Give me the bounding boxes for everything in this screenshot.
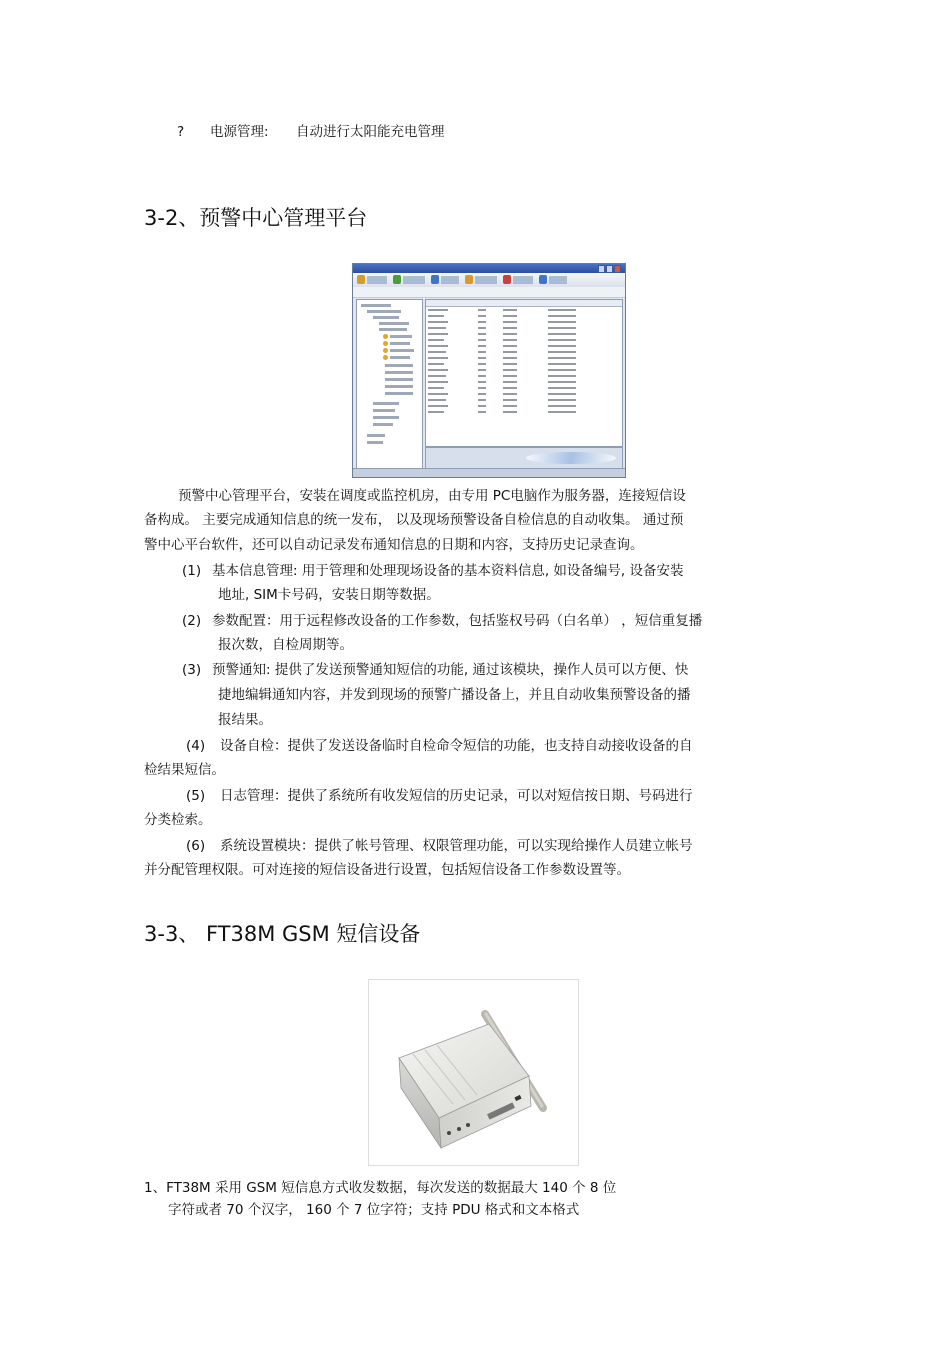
item-number-4: (4) [186,738,206,754]
item-3-line-3: 报结果。 [218,712,272,728]
platform-software-screenshot [352,263,626,478]
item-4-line-1: 设备自检：提供了发送设备临时自检命令短信的功能，也支持自动接收设备的自 [220,738,693,754]
item-6-line-2: 并分配管理权限。可对连接的短信设备进行设置，包括短信设备工作参数设置等。 [144,862,630,878]
intro-paragraph-line-3: 警中心平台软件，还可以自动记录发布通知信息的日期和内容，支持历史记录查询。 [144,537,644,553]
gsm-modem-illustration [369,980,578,1165]
screenshot-tree-panel [356,299,423,469]
screenshot-detail-panel [425,447,623,469]
power-management-text: 自动进行太阳能充电管理 [296,124,445,140]
bullet-mark: ? [177,124,185,140]
item-2-line-1: 参数配置：用于远程修改设备的工作参数，包括鉴权号码（白名单） ，短信重复播 [212,613,703,629]
screenshot-statusbar [353,468,625,478]
item-number-6: (6) [186,838,206,854]
power-management-label: 电源管理: [210,124,269,140]
ft38m-paragraph-line-1: 1、FT38M 采用 GSM 短信息方式收发数据，每次发送的数据最大 140 个 8 位 [144,1180,617,1196]
screenshot-titlebar [353,264,625,273]
screenshot-toolbar [353,273,625,288]
intro-paragraph-line-1: 预警中心管理平台，安装在调度或监控机房，由专用 PC电脑作为服务器，连接短信设 [178,488,686,504]
section-heading-3-3: 3-3、 FT38M GSM 短信设备 [144,922,421,946]
item-1-line-1: 基本信息管理: 用于管理和处理现场设备的基本资料信息, 如设备编号, 设备安装 [212,563,684,579]
item-number-2: (2) [182,613,202,629]
item-4-line-2: 检结果短信。 [144,762,225,778]
ft38m-device-photo [368,979,579,1166]
section-heading-3-2: 3-2、预警中心管理平台 [144,206,368,230]
item-5-line-2: 分类检索。 [144,812,212,828]
item-number-3: (3) [182,662,202,678]
item-number-1: (1) [182,563,202,579]
item-2-line-2: 报次数，自检周期等。 [218,637,353,653]
screenshot-record-list [425,299,623,447]
item-5-line-1: 日志管理：提供了系统所有收发短信的历史记录，可以对短信按日期、号码进行 [220,788,693,804]
intro-paragraph-line-2: 备构成。 主要完成通知信息的统一发布， 以及现场预警设备自检信息的自动收集。 通过预 [144,512,684,528]
item-number-5: (5) [186,788,206,804]
item-6-line-1: 系统设置模块：提供了帐号管理、权限管理功能，可以实现给操作人员建立帐号 [220,838,693,854]
item-1-line-2: 地址, SIM卡号码，安装日期等数据。 [218,587,440,603]
screenshot-toolbar-secondary [353,287,625,298]
item-3-line-2: 捷地编辑通知内容，并发到现场的预警广播设备上，并且自动收集预警设备的播 [218,687,691,703]
ft38m-paragraph-line-2: 字符或者 70 个汉字， 160 个 7 位字符；支持 PDU 格式和文本格式 [168,1202,580,1218]
item-3-line-1: 预警通知: 提供了发送预警通知短信的功能, 通过该模块，操作人员可以方便、快 [212,662,689,678]
